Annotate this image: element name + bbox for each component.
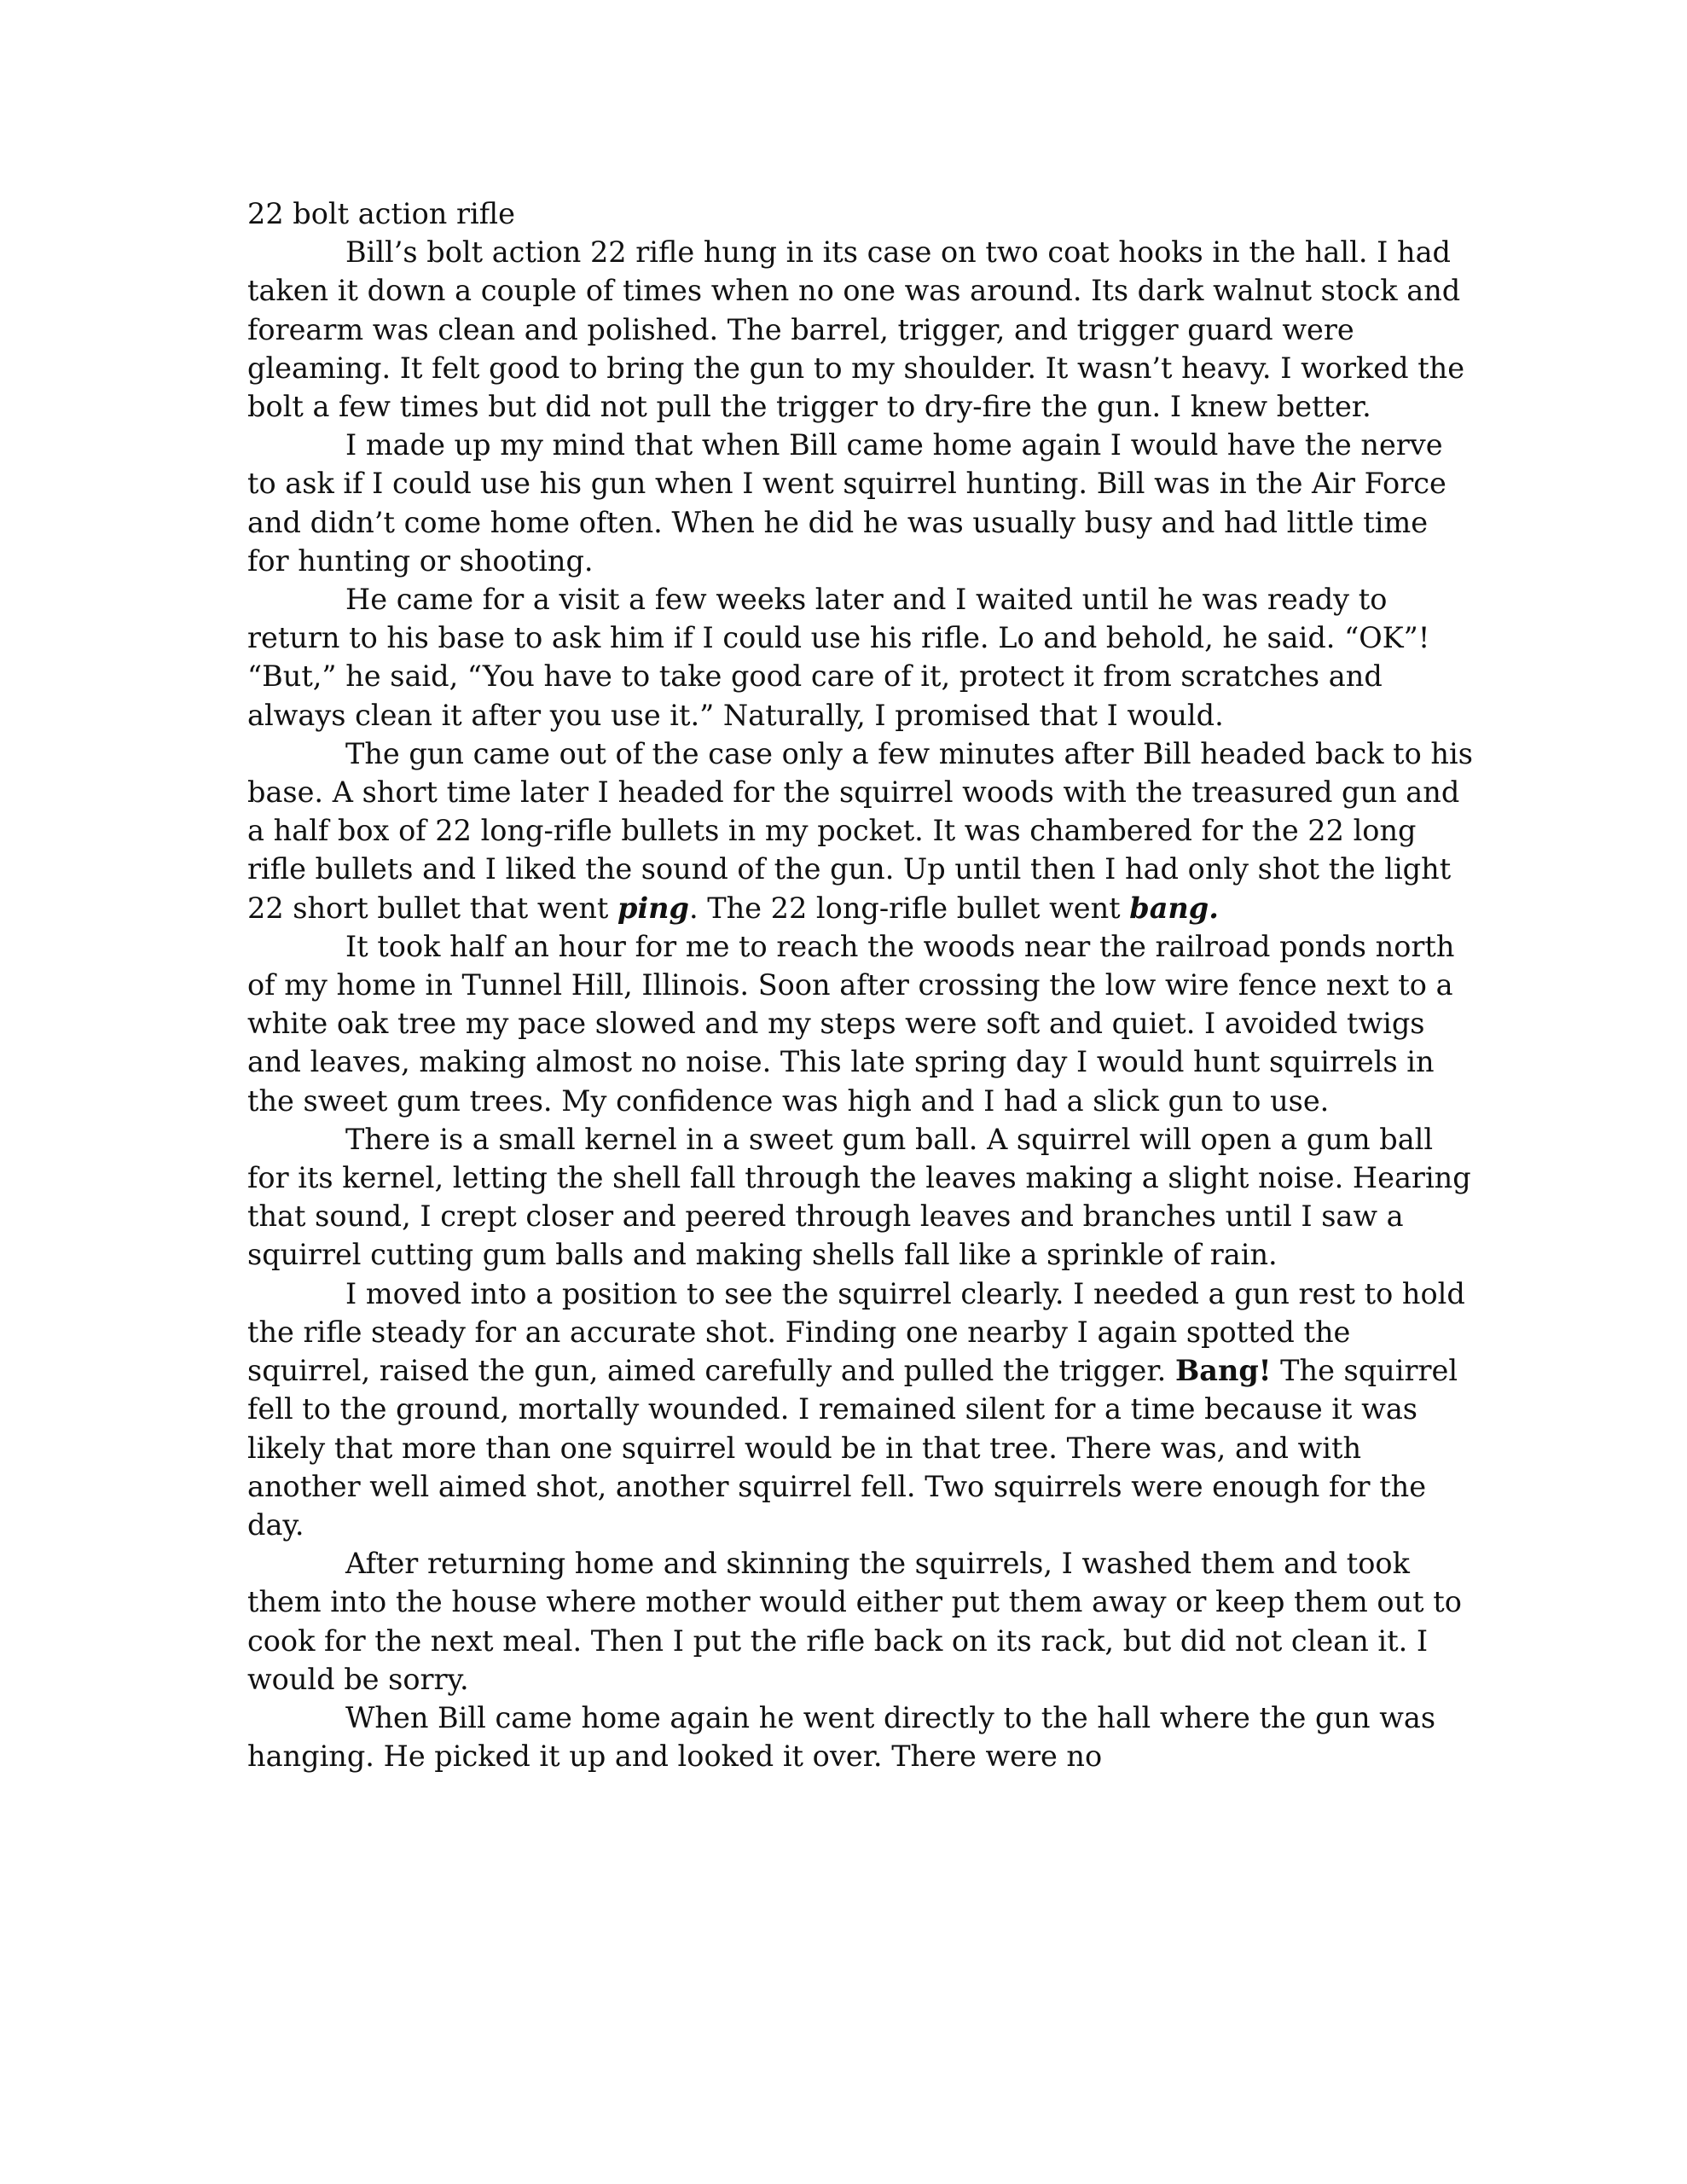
paragraph-4-text-middle: . The 22 long-rifle bullet went — [688, 891, 1130, 925]
emphasis-ping: ping — [617, 891, 689, 925]
paragraph-7-text-before: I moved into a position to see the squirrel clearly. I needed a gun rest to hold the rifle steady for an accurate shot. Finding one nearby I again spotted the squirrel, raised the gun, aimed carefully and pulled the trigger. — [247, 1276, 1465, 1388]
paragraph-7 — [247, 1275, 1475, 1544]
paragraph-8: After returning home and skinning the squirrels, I washed them and took them into the house where mother would either put them away or keep them out to cook for the next meal. Then I put the rifle back on its rack, but did not clean it. I would be sorry. — [247, 1547, 1462, 1696]
paragraph-2: I made up my mind that when Bill came home again I would have the nerve to ask if I could use his gun when I went squirrel hunting. Bill was in the Air Force and didn’t come home often. When he did he was usually busy and had little time for hunting or shooting. — [247, 428, 1446, 578]
emphasis-bang-exclaim: Bang! — [1174, 1354, 1272, 1388]
paragraph-3: He came for a visit a few weeks later and I waited until he was ready to return to his base to ask him if I could use his rifle. Lo and behold, he said. “OK”! “But,” he said, “You have to take good care of it, protect it from scratches and always clean it after you use it.” Naturally, I promised that I would. — [247, 583, 1430, 732]
paragraph-1: Bill’s bolt action 22 rifle hung in its case on two coat hooks in the hall. I had taken it down a couple of times when no one was around. Its dark walnut stock and forearm was clean and polished. The barrel, trigger, and trigger guard were gleaming. It felt good to bring the gun to my shoulder. It wasn’t heavy. I worked the bolt a few times but did not pull the trigger to dry-fire the gun. I knew better. — [247, 235, 1465, 424]
paragraph-7-text-after: The squirrel fell to the ground, mortally wounded. I remained silent for a time because it was likely that more than one squirrel would be in that tree. There was, and with another well aimed shot, another squirrel fell. Two squirrels were enough for the day. — [247, 1354, 1458, 1542]
document-body — [247, 195, 1475, 1775]
paragraph-9: When Bill came home again he went directly to the hall where the gun was hanging. He picked it up and looked it over. There were no — [247, 1700, 1436, 1774]
paragraph-6: There is a small kernel in a sweet gum ball. A squirrel will open a gum ball for its kernel, letting the shell fall through the leaves making a slight noise. Hearing that sound, I crept closer and peered through leaves and branches until I saw a squirrel cutting gum balls and making shells fall like a sprinkle of rain. — [247, 1122, 1471, 1272]
document-title: 22 bolt action rifle — [247, 197, 515, 230]
paragraph-4 — [247, 735, 1475, 927]
paragraph-4-text-before: The gun came out of the case only a few minutes after Bill headed back to his base. A short time later I headed for the squirrel woods with the treasured gun and a half box of 22 long-rifle bullets in my pocket. It was chambered for the 22 long rifle bullets and I liked the sound of the gun. Up until then I had only shot the light 22 short bullet that went — [247, 736, 1473, 925]
emphasis-bang: bang. — [1129, 891, 1219, 925]
paragraph-5: It took half an hour for me to reach the woods near the railroad ponds north of my home in Tunnel Hill, Illinois. Soon after crossing the low wire fence next to a white oak tree my pace slowed and my steps were soft and quiet. I avoided twigs and leaves, making almost no noise. This late spring day I would hunt squirrels in the sweet gum trees. My confidence was high and I had a slick gun to use. — [247, 929, 1455, 1118]
